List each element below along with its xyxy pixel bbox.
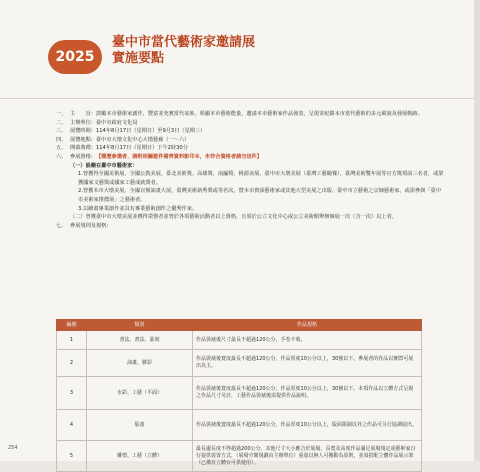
row-category: 版畫 [87,410,193,441]
table-row [57,441,422,472]
row-category: 書法、書法、篆刻 [87,331,193,350]
item-text: 114年8月17日（星期日）下午2時30分 [95,145,188,152]
row-number: 2 [57,350,87,377]
spec-table [56,319,422,472]
item-exhibition-venue [56,136,444,145]
row-spec: 作品裝裱後寬度最長不超過120公分，作品厚度10公分以上，30號以下。參展者的作品以實際可展出為主。 [193,350,422,377]
item-text: 【簡歷參選者、請附相關證件備齊資料影印本，未符合資格者請勿送件】 [95,153,262,160]
item-label: 開幕典禮： [70,145,96,152]
row-spec: 作品裝裱後寬度最長不超過120公分，作品厚度10公分以上，版面限制以外之作品可另行協調展出。 [193,410,422,441]
eligibility-sub-1-item-1: 1.曾獲得全國美術展、全國公教美展、臺北美術獎、高雄獎、南瀛獎、桃源美展、臺中市大墩美展（臺灣工藝競賽）、臺灣美術雙年展等官方獎項前三名者，或榮獲國家文藝獎或國家工藝成就獎者。 [78,171,444,186]
item-number: 七、 [56,222,67,229]
item-number: 六、 [56,153,67,160]
item-text: 114年8月17日（星期日）至9月3日（星期三） [95,128,206,135]
item-opening-ceremony [56,144,444,153]
row-category: 油畫、膠彩 [87,350,193,377]
document-body [56,110,444,230]
row-number: 4 [57,410,87,441]
item-text: 鼓勵本市藝術家創作，豐富並充實當代氣象，彰顯本市藝術能量，邀請本市藝術家作品發表，呈現並紀錄本市當代藝術的多元風貌及發展軌跡。 [95,111,423,117]
table-row [57,350,422,377]
item-eligibility [56,153,444,162]
page-header [0,28,480,84]
table-header-row [57,320,422,331]
eligibility-sub-2: （二）曾獲臺中市大墩美展並獲得榮譽者並曾於各項藝術活動者以上資格，且須於公立文化中心或公立美術館舉辦個展一次（含一次）以上者。 [70,214,397,221]
item-organizer [56,119,444,128]
table-row [57,410,422,441]
item-rules [56,222,444,231]
item-text: 臺中市大墩文化中心大墩藝廊（一～六） [95,136,190,143]
item-label: 參展規則及規格： [70,222,112,229]
page-number: 254 [8,445,18,451]
table-row [57,331,422,350]
header-category: 類別 [87,320,193,331]
item-text: 臺中市政府文化局 [95,119,138,126]
item-label: 展覽時間： [70,128,96,135]
eligibility-sub-1-item-3: 3.以繪畫專業創作並具有專業藝術創作之優秀作家。 [78,205,198,212]
item-number: 三、 [56,128,67,135]
item-number: 一、 [56,111,67,117]
item-number: 五、 [56,145,67,152]
item-number: 四、 [56,136,67,143]
row-category: 雕塑、工藝（立體） [87,441,193,472]
item-purpose [56,110,444,119]
title-line-2: 實施要點 [112,51,165,66]
year-badge: 2025 [48,40,102,74]
item-label: 主 旨： [70,111,96,117]
item-exhibition-time [56,127,444,136]
row-number: 3 [57,377,87,410]
row-number: 1 [57,331,87,350]
eligibility-sub-1-item-2: 2.曾獲本市大墩美展、全國百號油畫大展、臺灣美術新秀獎或等名次，暨本市資深藝術家或其他大型美展之出版、臺中市立藝術之宗師藝術家，或需參與「臺中市美術家推薦展」之藝術者。 [78,188,441,203]
row-spec: 作品裝裱後尺寸最長不超過120公分，手卷不收。 [193,331,422,350]
row-category: 水彩、工藝（平面） [87,377,193,410]
item-label: 展覽地點： [70,136,96,143]
row-number: 5 [57,441,87,472]
item-label: 主辦單位： [70,119,96,126]
eligibility-sub-1: （一）設籍在臺中市藝術家： [70,162,138,169]
item-number: 二、 [56,119,67,126]
book-spine [474,0,480,461]
table-row [57,377,422,410]
row-spec: 最長邊長度不得超過200公分，其他尺寸大小應合於展場，長寬及高度作品滿足展場規定或藝術家自行提供裝置方式，（展場空間規劃由主辦單位）重量以無人可搬動為原則，並須搭配立體作品展示架（已備有立體台可供使用）。 [193,441,422,472]
item-label: 參展資格： [70,153,96,160]
title-line-1: 臺中市當代藝術家邀請展 [112,35,256,50]
row-spec: 作品裝裱後寬度最長不超過120公分，作品厚度10公分以上，30號以下。本項作品以立體方式呈現之作品尺寸另計，工藝作品裝裱後需提供作品說明。 [193,377,422,410]
header-number: 編號 [57,320,87,331]
page-title [112,35,255,67]
header-divider [0,98,480,99]
header-spec: 作品規格 [193,320,422,331]
